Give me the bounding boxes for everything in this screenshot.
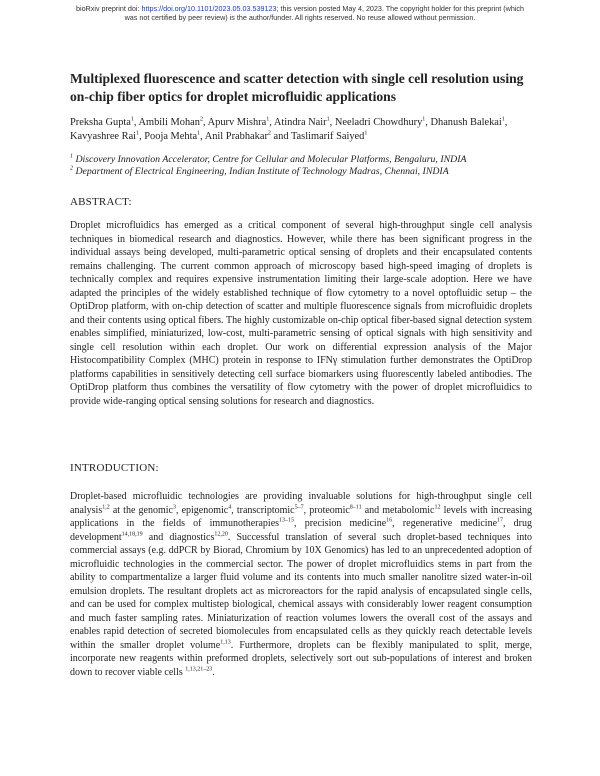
author-name: Apurv Mishra (207, 117, 267, 128)
intro-text-segment: levels with increasing applications in the fields of immunotherapies (70, 504, 533, 529)
author-separator: , (139, 130, 145, 142)
author-separator: , (203, 117, 208, 128)
author-separator: , (504, 117, 508, 128)
preprint-notice (40, 4, 560, 22)
intro-text-segment: Droplet-based microfluidic technologies are providing invaluable solutions for high-throughput single cell analysis (70, 491, 532, 516)
author-name: Preksha Gupta (70, 117, 131, 128)
author-name: Dhanush Balekai (430, 117, 502, 128)
intro-text-segment: , proteomic (303, 504, 350, 516)
affiliation-text: Department of Electrical Engineering, Indian Institute of Technology Madras, Chennai, INDIA (73, 166, 449, 177)
author-affiliation-mark: 1 (364, 130, 368, 137)
author-name: Kavyashree Rai (70, 130, 137, 142)
author-name: Anil Prabhakar (204, 130, 268, 142)
abstract-text: Droplet microfluidics has emerged as a critical component of several high-throughput single cell analysis techniques in biomedical research and diagnostics. However, while there has been significant progress in the individual assays being developed, multi-parametric optical sensing of droplets and their encapsulated contents remains challenging. The current common approach of microscopy based high-speed imaging of droplets is technically complex and requires expensive instrumentation limiting their large-scale adoption. Here we have adapted the principles of the widely established technique of flow cytometry to a novel optofluidic setup – the OptiDrop platform, with on-chip detection of scatter and multiple fluorescence signals from microfluidic droplets and their contents using optical fibers. The highly customizable on-chip optical fiber-based signal detection system enables simplified, miniaturized, low-cost, multi-parametric sensing of optical signals with high sensitivity and single cell resolution within each droplet. Our work on differential expression analysis of the Major Histocompatibility Complex (MHC) protein in response to IFNγ stimulation further demonstrates the OptiDrop platforms capabilities in sensitively detecting cell surface biomarkers using fluorescently labeled antibodies. The OptiDrop platform thus combines the versatility of flow cytometry with the power of droplet microfluidics to provide wide-ranging optical sensing solutions for research and diagnostics. (70, 220, 532, 407)
author-name: Ambili Mohan (138, 117, 200, 128)
author-affiliation-mark: 2 (200, 116, 203, 123)
author-affiliation-mark: 2 (267, 130, 271, 137)
abstract-heading: ABSTRACT: (70, 196, 132, 208)
affiliation-item (70, 154, 532, 166)
preprint-suffix: ; this version posted May 4, 2023. The copyright holder for this preprint (which (276, 4, 525, 13)
author-separator: and (270, 130, 291, 142)
intro-text-segment: and diagnostics (142, 531, 215, 543)
author-affiliation-mark: 1 (326, 116, 330, 123)
introduction-heading: INTRODUCTION: (70, 462, 159, 474)
intro-text-segment: at the genomic (109, 504, 173, 516)
introduction-text (70, 490, 532, 679)
affiliation-item (70, 166, 532, 178)
citation-superscript: 16 (386, 517, 393, 524)
intro-text-segment: , regenerative medicine (392, 518, 498, 529)
author-separator: , (133, 117, 139, 128)
doi-link[interactable]: https://doi.org/10.1101/2023.05.03.539123 (141, 4, 277, 13)
preprint-prefix: bioRxiv preprint doi: (75, 4, 142, 13)
citation-superscript: 13–15 (279, 517, 295, 524)
citation-superscript: 12,20 (214, 531, 228, 538)
intro-text-segment: , drug development (70, 518, 532, 543)
citation-superscript: 12 (434, 504, 441, 511)
intro-text-segment: , precision medicine (294, 518, 387, 529)
affiliation-text: Discovery Innovation Accelerator, Centre for Cellular and Molecular Platforms, Bengaluru, INDIA (73, 154, 467, 165)
author-affiliation-mark: 1 (130, 116, 134, 123)
author-separator: , (329, 117, 335, 128)
affiliation-list (70, 154, 532, 178)
author-affiliation-mark: 1 (136, 130, 140, 137)
author-affiliation-mark: 1 (422, 116, 426, 123)
intro-text-segment: . Successful translation of several such droplet-based techniques into commercial assays (e.g. ddPCR by Biorad, Chromium by 10X Genomics) has led to an unprecedented adoption of microfluidic technologies in the commercial sector. The power of droplet microfluidics stems in part from the ability to compartmentalize a larger fluid volume and its contents into much smaller nanolitre sized water-in-oil emulsion droplets. The resultant droplets act as microreactors for the rapid analysis of encapsulated single cells, and can be used for complex multistep biological, chemical assays with considerably lower reagent consumption and much faster sampling rates. Miniaturization of reaction volumes lowers the overall cost of the assays and enables rapid detection of secreted biomolecules from encapsulated cells as they quickly reach detectable levels within the smaller droplet volume (70, 531, 533, 651)
preprint-line-1 (40, 4, 560, 13)
citation-superscript: 1,2 (102, 504, 110, 511)
author-separator: , (269, 117, 274, 128)
intro-text-segment: , epigenomic (175, 504, 229, 516)
preprint-line-2: was not certified by peer review) is the author/funder. All rights reserved. No reuse allowed without permission. (124, 13, 476, 22)
intro-text-segment: . Furthermore, droplets can be flexibly manipulated to split, merge, incorporate new reagents within preformed droplets, selectively sort out sub-populations of interest and broken down to recover viable cells (70, 639, 533, 678)
affiliation-number: 2 (70, 165, 73, 172)
paper-title: Multiplexed fluorescence and scatter detection with single cell resolution using on-chip fiber optics for droplet microfluidic applications (70, 71, 524, 104)
affiliation-number: 1 (70, 153, 73, 160)
intro-text-segment: . (212, 666, 215, 678)
citation-superscript: 8–11 (349, 504, 362, 511)
citation-superscript: 14,18,19 (121, 531, 143, 538)
author-separator: , (425, 117, 431, 128)
citation-superscript: 4 (228, 504, 232, 511)
intro-text-segment: and metabolomic (361, 504, 435, 516)
author-affiliation-mark: 1 (266, 116, 270, 123)
author-affiliation-mark: 1 (501, 116, 505, 123)
author-name: Neeladri Chowdhury (334, 117, 423, 128)
author-list (70, 116, 532, 143)
author-affiliation-mark: 1 (197, 130, 201, 137)
author-name: Pooja Mehta (144, 130, 198, 142)
author-name: Atindra Nair (273, 117, 327, 128)
intro-text-segment: , transcriptomic (231, 504, 295, 516)
citation-superscript: 5–7 (294, 504, 304, 511)
author-separator: , (200, 130, 205, 142)
citation-superscript: 17 (497, 517, 504, 524)
citation-superscript: 3 (172, 504, 176, 511)
author-name: Taslimarif Saiyed (290, 130, 365, 142)
citation-superscript: 1,13,21–23 (185, 666, 213, 673)
citation-superscript: 1,13 (220, 639, 231, 646)
